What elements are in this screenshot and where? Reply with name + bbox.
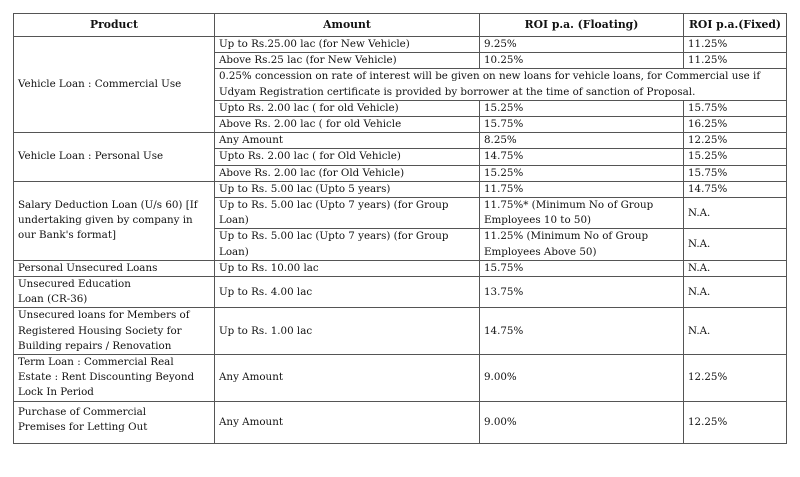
- roi-floating-cell: 15.75%: [480, 260, 684, 276]
- header-row: [14, 14, 787, 37]
- roi-floating-cell: 11.75%: [480, 181, 684, 197]
- product-cell: Term Loan : Commercial Real Estate : Rent Discounting Beyond Lock In Period: [14, 355, 215, 402]
- header-roi-fixed: ROI p.a.(Fixed): [684, 14, 787, 37]
- table-row: [14, 260, 787, 276]
- roi-floating-cell: 15.75%: [480, 117, 684, 133]
- roi-fixed-cell: 12.25%: [684, 355, 787, 402]
- roi-fixed-cell: N.A.: [684, 277, 787, 308]
- table-row: [14, 355, 787, 402]
- product-cell: Unsecured Education Loan (CR-36): [14, 277, 215, 308]
- amount-cell: Any Amount: [215, 133, 480, 149]
- roi-fixed-cell: 12.25%: [684, 401, 787, 443]
- roi-floating-cell: 11.25% (Minimum No of Group Employees Above 50): [480, 229, 684, 260]
- roi-floating-cell: 9.00%: [480, 401, 684, 443]
- roi-fixed-cell: 15.75%: [684, 165, 787, 181]
- product-cell: Unsecured loans for Members of Registered Housing Society for Building repairs / Renovation: [14, 308, 215, 355]
- table-row: [14, 308, 787, 355]
- header-amount: Amount: [215, 14, 480, 37]
- amount-cell: Above Rs.25 lac (for New Vehicle): [215, 53, 480, 69]
- roi-floating-cell: 11.75%* (Minimum No of Group Employees 10 to 50): [480, 198, 684, 229]
- product-cell: Vehicle Loan : Commercial Use: [14, 37, 215, 133]
- roi-floating-cell: 9.00%: [480, 355, 684, 402]
- amount-cell: Up to Rs.25.00 lac (for New Vehicle): [215, 37, 480, 53]
- roi-floating-cell: 15.25%: [480, 165, 684, 181]
- roi-fixed-cell: N.A.: [684, 229, 787, 260]
- roi-floating-cell: 15.25%: [480, 100, 684, 116]
- amount-cell: Up to Rs. 5.00 lac (Upto 5 years): [215, 181, 480, 197]
- table-row: [14, 181, 787, 197]
- amount-cell: Up to Rs. 5.00 lac (Upto 7 years) (for Group Loan): [215, 198, 480, 229]
- amount-cell: Up to Rs. 4.00 lac: [215, 277, 480, 308]
- amount-cell: Up to Rs. 10.00 lac: [215, 260, 480, 276]
- roi-floating-cell: 9.25%: [480, 37, 684, 53]
- header-roi-floating: ROI p.a. (Floating): [480, 14, 684, 37]
- roi-table-container: [13, 13, 787, 444]
- roi-floating-cell: 10.25%: [480, 53, 684, 69]
- roi-fixed-cell: 15.75%: [684, 100, 787, 116]
- product-cell: Salary Deduction Loan (U/s 60) [If undertaking given by company in our Bank's format]: [14, 181, 215, 260]
- roi-fixed-cell: 15.25%: [684, 149, 787, 165]
- roi-fixed-cell: 12.25%: [684, 133, 787, 149]
- table-row: [14, 37, 787, 53]
- amount-cell: Any Amount: [215, 401, 480, 443]
- roi-fixed-cell: 14.75%: [684, 181, 787, 197]
- table-row: [14, 401, 787, 443]
- amount-cell: Upto Rs. 2.00 lac ( for old Vehicle): [215, 100, 480, 116]
- roi-floating-cell: 14.75%: [480, 308, 684, 355]
- roi-fixed-cell: N.A.: [684, 198, 787, 229]
- amount-cell: Upto Rs. 2.00 lac ( for Old Vehicle): [215, 149, 480, 165]
- table-row: [14, 277, 787, 308]
- amount-cell: Up to Rs. 1.00 lac: [215, 308, 480, 355]
- roi-fixed-cell: N.A.: [684, 260, 787, 276]
- roi-floating-cell: 14.75%: [480, 149, 684, 165]
- amount-cell: Above Rs. 2.00 lac (for Old Vehicle): [215, 165, 480, 181]
- product-cell: Vehicle Loan : Personal Use: [14, 133, 215, 182]
- roi-fixed-cell: N.A.: [684, 308, 787, 355]
- roi-floating-cell: 13.75%: [480, 277, 684, 308]
- product-cell: Purchase of Commercial Premises for Letting Out: [14, 401, 215, 443]
- roi-fixed-cell: 16.25%: [684, 117, 787, 133]
- product-cell: Personal Unsecured Loans: [14, 260, 215, 276]
- roi-floating-cell: 8.25%: [480, 133, 684, 149]
- concession-note: 0.25% concession on rate of interest will be given on new loans for vehicle loans, for Commercial use if Udyam Registration certificate is provided by borrower at the time of sanction of Proposal.: [215, 69, 787, 100]
- table-row: [14, 133, 787, 149]
- roi-fixed-cell: 11.25%: [684, 37, 787, 53]
- roi-fixed-cell: 11.25%: [684, 53, 787, 69]
- interest-rate-table: [13, 13, 787, 444]
- amount-cell: Up to Rs. 5.00 lac (Upto 7 years) (for Group Loan): [215, 229, 480, 260]
- header-product: Product: [14, 14, 215, 37]
- amount-cell: Above Rs. 2.00 lac ( for old Vehicle: [215, 117, 480, 133]
- amount-cell: Any Amount: [215, 355, 480, 402]
